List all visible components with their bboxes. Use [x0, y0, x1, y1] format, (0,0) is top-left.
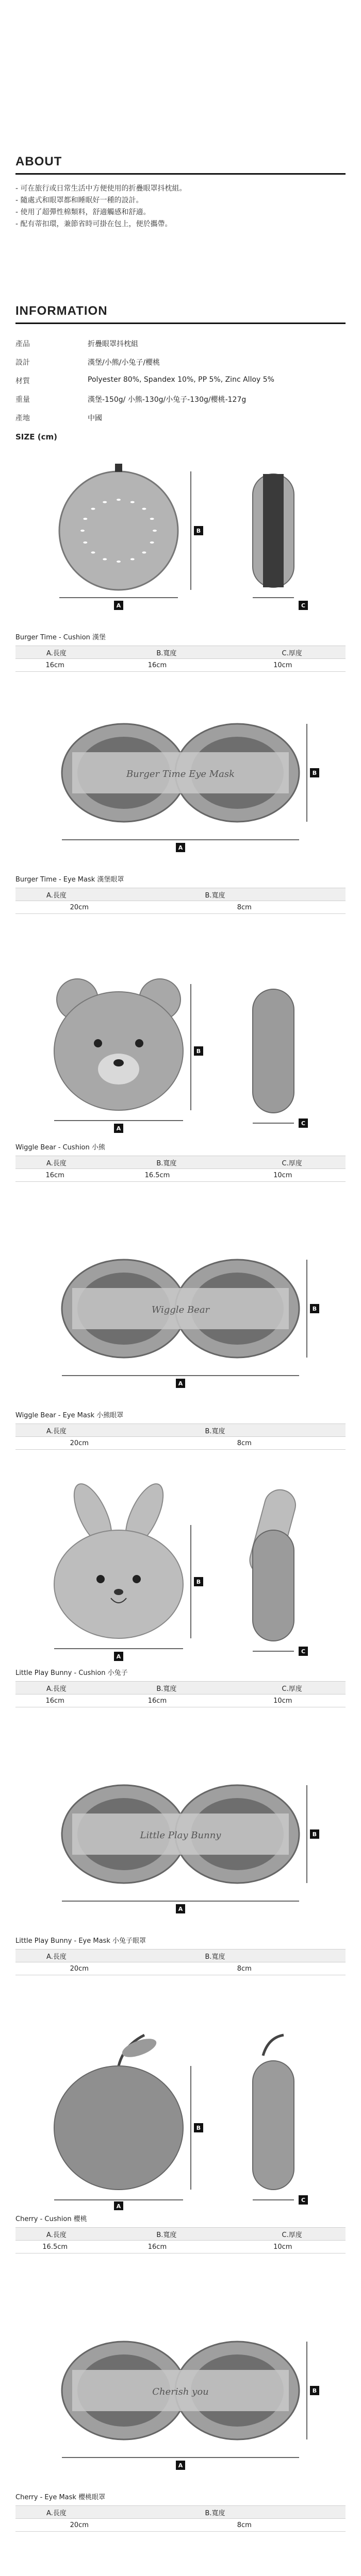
about-bullet: - 使用了超彈性棉類料，舒適觸感和舒適。	[15, 208, 151, 216]
info-key: 產品	[15, 340, 30, 348]
info-key: 材質	[15, 377, 30, 385]
dimension-header-row	[15, 2228, 346, 2241]
dimension-marker-label: C	[301, 2197, 306, 2204]
dimension-header: A.長度	[15, 1682, 94, 1694]
cherry-stem-side	[263, 2035, 284, 2056]
size-label: SIZE (cm)	[15, 432, 57, 442]
bear-nose	[113, 1059, 124, 1066]
bear-cushion-front	[54, 992, 183, 1110]
sesame-seed	[117, 561, 121, 563]
dimension-marker-label: A	[116, 2203, 121, 2210]
bear-eye-right	[135, 1039, 143, 1047]
bear-eye-left	[94, 1039, 102, 1047]
sesame-seed	[150, 541, 154, 544]
dimension-table	[15, 646, 346, 672]
info-row	[15, 353, 274, 371]
dimension-header-row	[15, 1950, 346, 1962]
product-caption: Little Play Bunny - Cushion 小兔子	[15, 1669, 128, 1677]
product-illustration	[15, 1221, 346, 1406]
dimension-header: C.厚度	[220, 1156, 346, 1169]
dimension-header: C.厚度	[220, 646, 346, 659]
about-bullet: - 隨處式和眼罩都和睡眠好一種的設計。	[15, 196, 143, 205]
mask-print-text: Little Play Bunny	[140, 1830, 221, 1841]
info-value: Polyester 80%, Spandex 10%, PP 5%, Zinc Alloy 5%	[88, 376, 274, 384]
dimension-value: 16cm	[15, 659, 94, 672]
about-section	[15, 155, 346, 230]
product-figure	[15, 1747, 346, 1932]
cushion-side-view	[253, 1530, 294, 1641]
dimension-value: 16cm	[94, 659, 220, 672]
sesame-seed	[91, 551, 95, 553]
bunny-cushion-front	[54, 1530, 183, 1638]
dimension-header: B.寬度	[94, 1156, 220, 1169]
info-row	[15, 371, 274, 390]
dimension-table	[15, 888, 346, 914]
information-section	[15, 304, 346, 442]
dimension-value-row	[15, 901, 346, 914]
sesame-seed	[83, 518, 87, 520]
sesame-seed	[130, 501, 135, 503]
product-illustration	[15, 1747, 346, 1932]
sesame-seed	[117, 499, 121, 501]
about-divider	[15, 173, 346, 175]
product-caption: Burger Time - Cushion 漢堡	[15, 634, 106, 641]
info-key: 設計	[15, 359, 30, 367]
dimension-marker-label: C	[301, 602, 306, 609]
dimension-value: 16.5cm	[94, 1169, 220, 1182]
dimension-value: 16cm	[15, 1694, 94, 1707]
dimension-header: A.長度	[15, 1156, 94, 1169]
mask-print-text: Burger Time Eye Mask	[126, 769, 235, 779]
information-divider	[15, 323, 346, 324]
product-block	[15, 685, 346, 953]
dimension-value-row	[15, 2519, 346, 2532]
dimension-table	[15, 1423, 346, 1450]
about-list	[15, 183, 346, 230]
sesame-seed	[142, 551, 146, 553]
info-value: 折疊眼罩抖枕組	[88, 340, 138, 348]
product-caption: Wiggle Bear - Eye Mask 小熊眼罩	[15, 1412, 124, 1419]
dimension-header: C.厚度	[220, 2228, 346, 2241]
dimension-header: B.寬度	[94, 2228, 220, 2241]
dimension-value: 8cm	[143, 901, 346, 914]
product-block	[15, 443, 346, 685]
dimension-marker-label: A	[178, 1380, 183, 1387]
cushion-side-view	[253, 989, 294, 1113]
about-bullet: - 可在旅行或日常生活中方便使用的折疊眼罩抖枕組。	[15, 184, 187, 193]
dimension-value-row	[15, 1962, 346, 1975]
dimension-value: 20cm	[15, 1962, 143, 1975]
dimension-value: 8cm	[143, 1437, 346, 1450]
burger-cushion-front	[59, 471, 178, 590]
dimension-header: A.長度	[15, 1950, 143, 1962]
information-title: INFORMATION	[15, 304, 108, 318]
sesame-seed	[103, 501, 107, 503]
info-row	[15, 334, 274, 353]
sesame-seed	[80, 530, 85, 532]
sesame-seed	[83, 541, 87, 544]
dimension-value: 16cm	[15, 1169, 94, 1182]
dimension-table	[15, 1949, 346, 1975]
product-illustration	[15, 443, 346, 629]
dimension-value-row	[15, 659, 346, 672]
product-figure	[15, 953, 346, 1139]
dimension-header: C.厚度	[220, 1682, 346, 1694]
dimension-marker-label: B	[196, 528, 201, 534]
info-value: 漢堡-150g/ 小熊-130g/小兔子-130g/櫻桃-127g	[88, 396, 247, 404]
dimension-header-row	[15, 888, 346, 901]
product-figure	[15, 1479, 346, 1664]
product-figure	[15, 443, 346, 629]
dimension-value: 10cm	[220, 659, 346, 672]
info-value: 漢堡/小熊/小兔子/櫻桃	[88, 359, 160, 367]
sesame-seed	[142, 508, 146, 510]
dimension-table	[15, 2227, 346, 2253]
product-illustration	[15, 953, 346, 1139]
dimension-header-row	[15, 1424, 346, 1437]
product-caption: Cherry - Eye Mask 櫻桃眼罩	[15, 2494, 106, 2501]
dimension-value: 10cm	[220, 1169, 346, 1182]
dimension-header: A.長度	[15, 2506, 143, 2519]
dimension-value: 10cm	[220, 2241, 346, 2253]
dimension-header: A.長度	[15, 646, 94, 659]
info-value: 中國	[88, 414, 102, 422]
sesame-seed	[91, 508, 95, 510]
product-block	[15, 953, 346, 1221]
dimension-value: 20cm	[15, 901, 143, 914]
dimension-header-row	[15, 2506, 346, 2519]
dimension-marker-label: B	[312, 1306, 317, 1312]
dimension-marker-label: A	[116, 1653, 121, 1660]
sesame-seed	[103, 558, 107, 560]
dimension-value: 16.5cm	[15, 2241, 94, 2253]
dimension-marker-label: A	[178, 2462, 183, 2469]
dimension-marker-label: C	[301, 1120, 306, 1127]
sesame-seed	[153, 530, 157, 532]
dimension-marker-label: B	[196, 1048, 201, 1055]
product-block	[15, 1747, 346, 2025]
dimension-table	[15, 1156, 346, 1182]
dimension-header-row	[15, 1156, 346, 1169]
dimension-header: A.長度	[15, 1424, 143, 1437]
bunny-nose	[114, 1589, 123, 1595]
bear-muzzle	[98, 1054, 139, 1084]
dimension-value: 20cm	[15, 1437, 143, 1450]
dimension-header: B.寬度	[143, 1950, 346, 1962]
dimension-table	[15, 1681, 346, 1707]
dimension-marker-label: A	[116, 1125, 121, 1132]
dimension-marker-label: A	[116, 602, 121, 609]
dimension-header: B.寬度	[94, 646, 220, 659]
product-caption: Wiggle Bear - Cushion 小熊	[15, 1144, 105, 1151]
info-row	[15, 409, 274, 427]
dimension-value-row	[15, 1437, 346, 1450]
dimension-value: 20cm	[15, 2519, 143, 2532]
product-block	[15, 2025, 346, 2303]
products-list	[15, 443, 346, 2561]
product-caption: Little Play Bunny - Eye Mask 小兔子眼罩	[15, 1937, 146, 1945]
cushion-side-view	[253, 2061, 294, 2190]
burger-cushion-patty	[263, 474, 284, 587]
dimension-header-row	[15, 1682, 346, 1694]
dimension-marker-label: B	[196, 2125, 201, 2131]
dimension-marker-label: B	[312, 2387, 317, 2394]
info-row	[15, 390, 274, 409]
zipper-tab	[115, 464, 122, 472]
product-figure	[15, 685, 346, 871]
dimension-marker-label: A	[178, 1906, 183, 1912]
sesame-seed	[130, 558, 135, 560]
dimension-header: A.長度	[15, 888, 143, 901]
sesame-seed	[150, 518, 154, 520]
dimension-marker-label: B	[312, 770, 317, 776]
dimension-value-row	[15, 1694, 346, 1707]
about-title: ABOUT	[15, 155, 62, 168]
dimension-value: 8cm	[143, 2519, 346, 2532]
dimension-marker-label: A	[178, 844, 183, 851]
product-block	[15, 1221, 346, 1479]
mask-print-text: Wiggle Bear	[151, 1304, 210, 1315]
info-key: 產地	[15, 414, 30, 422]
product-illustration	[15, 2025, 346, 2210]
dimension-table	[15, 2505, 346, 2532]
dimension-header: B.寬度	[94, 1682, 220, 1694]
info-key: 重量	[15, 396, 30, 404]
cherry-cushion-front	[54, 2066, 183, 2190]
dimension-header: B.寬度	[143, 2506, 346, 2519]
dimension-marker-label: B	[312, 1831, 317, 1838]
product-illustration	[15, 1479, 346, 1664]
product-block	[15, 1479, 346, 1747]
information-table	[15, 334, 274, 427]
dimension-marker-label: C	[301, 1648, 306, 1655]
dimension-value: 16cm	[94, 1694, 220, 1707]
bunny-eye-left	[96, 1575, 105, 1583]
dimension-header: B.寬度	[143, 1424, 346, 1437]
dimension-value: 16cm	[94, 2241, 220, 2253]
product-block	[15, 2303, 346, 2561]
product-figure	[15, 1221, 346, 1406]
dimension-header: B.寬度	[143, 888, 346, 901]
product-caption: Cherry - Cushion 櫻桃	[15, 2215, 87, 2223]
dimension-value-row	[15, 2241, 346, 2253]
bunny-eye-right	[133, 1575, 141, 1583]
dimension-marker-label: B	[196, 1579, 201, 1585]
product-figure	[15, 2303, 346, 2488]
mask-print-text: Cherish you	[152, 2386, 209, 2397]
product-figure	[15, 2025, 346, 2210]
dimension-value-row	[15, 1169, 346, 1182]
about-bullet: - 配有蒂扣環，兼節省時可掛在包上，便於攜帶。	[15, 220, 172, 228]
dimension-value: 8cm	[143, 1962, 346, 1975]
product-illustration	[15, 2303, 346, 2488]
dimension-header-row	[15, 646, 346, 659]
product-illustration	[15, 685, 346, 871]
dimension-header: A.長度	[15, 2228, 94, 2241]
product-caption: Burger Time - Eye Mask 漢堡眼罩	[15, 876, 124, 884]
dimension-value: 10cm	[220, 1694, 346, 1707]
